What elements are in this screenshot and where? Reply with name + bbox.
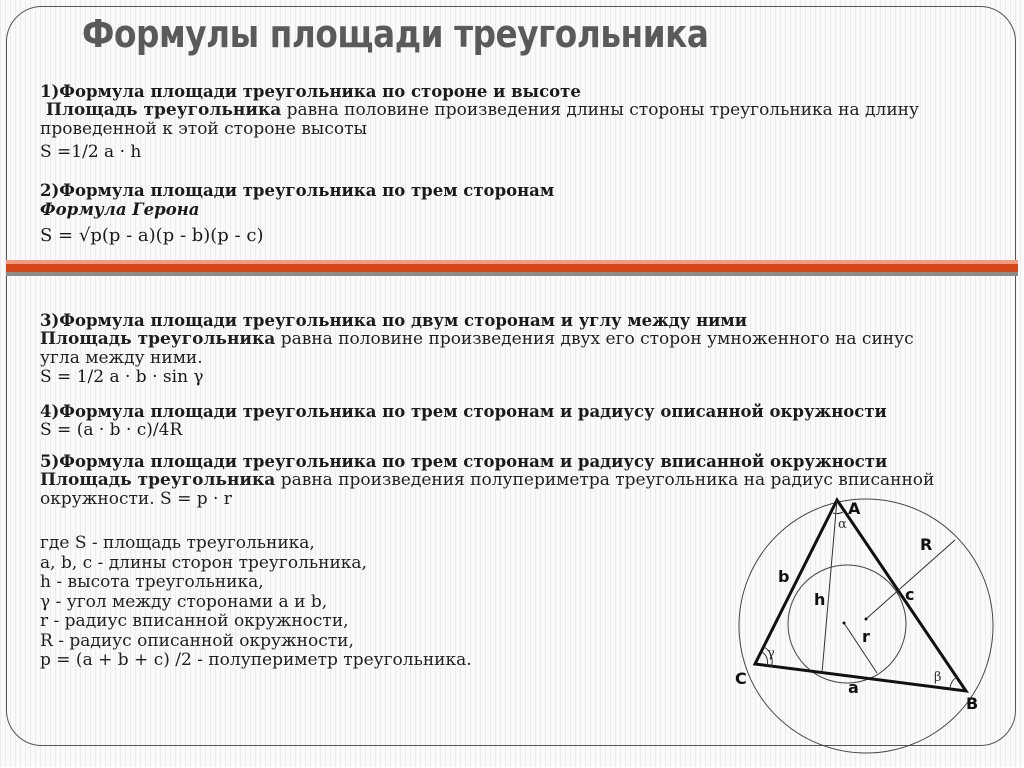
angle-alpha-arc: [833, 512, 843, 514]
angle-beta-label: β: [934, 670, 942, 685]
section-2: [40, 181, 554, 245]
section-3-line-2: угла между ними.: [40, 348, 203, 368]
side-label-c: c: [905, 585, 915, 604]
height-label: h: [814, 590, 826, 609]
section-5-lead: Площадь треугольника: [40, 470, 276, 490]
section-3-lead: Площадь треугольника: [40, 329, 276, 349]
slide-title: Формулы площади треугольника: [82, 12, 709, 56]
divider-band-main: [6, 264, 1018, 272]
incenter-dot: [843, 622, 846, 625]
circumcenter-dot: [865, 618, 868, 621]
section-2-heading: 2)Формула площади треугольника по трем сторонам: [40, 181, 555, 200]
section-3: [40, 311, 914, 387]
side-label-b: b: [778, 567, 790, 586]
legend-item-p: p = (a + b + c) /2 - полупериметр треугольника.: [40, 650, 472, 670]
side-label-a: a: [848, 678, 859, 697]
section-5-line-2: окружности. S = p · r: [40, 489, 232, 509]
legend-item-r: r - радиус вписанной окружности,: [40, 611, 349, 631]
section-4-formula: S = (a · b · c)/4R: [40, 420, 183, 440]
triangle-diagram: [730, 488, 1010, 768]
legend-item-gamma: γ - угол между сторонами a и b,: [40, 591, 328, 612]
section-5-heading: 5)Формула площади треугольника по трем сторонам и радиусу вписанной окружности: [40, 452, 888, 471]
circumscribed-circle: [739, 499, 993, 753]
vertex-label-c: C: [735, 669, 747, 688]
divider-band: [6, 260, 1018, 278]
inradius-line: [844, 623, 877, 673]
section-4: [40, 402, 887, 440]
vertex-label-b: B: [966, 694, 979, 713]
inradius-label: r: [862, 627, 870, 646]
divider-band-bottom: [6, 272, 1018, 276]
section-1-formula: S =1/2 a · h: [40, 142, 142, 162]
variables-legend: [40, 534, 472, 671]
section-3-text: [40, 330, 914, 349]
section-1-text: [40, 101, 919, 120]
section-2-subheading: Формула Герона: [40, 200, 200, 219]
legend-item-h: h - высота треугольника,: [40, 572, 264, 592]
legend-item-big-r: R - радиус описанной окружности,: [40, 630, 354, 651]
section-4-heading: 4)Формула площади треугольника по трем сторонам и радиусу описанной окружности: [40, 402, 887, 421]
section-3-formula: S = 1/2 a · b · sin γ: [40, 367, 204, 387]
angle-alpha-label: α: [838, 517, 847, 532]
section-1-heading: 1)Формула площади треугольника по стороне и высоте: [40, 82, 581, 101]
section-1-line-2: проведенной к этой стороне высоты: [40, 119, 368, 139]
angle-beta-arc: [950, 677, 957, 689]
angle-gamma-label: γ: [767, 646, 775, 661]
circumradius-label: R: [920, 535, 933, 554]
section-5-line-1: равна произведения полупериметра треугольника на радиус вписанной: [275, 470, 935, 490]
section-1-line-1: равна половине произведения длины стороны треугольника на длину: [281, 100, 919, 120]
section-1: [40, 82, 919, 162]
legend-item-s: где S - площадь треугольника,: [40, 533, 315, 553]
section-3-heading: 3)Формула площади треугольника по двум сторонам и углу между ними: [40, 311, 747, 330]
triangle: [755, 500, 966, 691]
section-3-line-1: равна половине произведения двух его сторон умноженного на синус: [275, 329, 914, 349]
legend-item-sides: a, b, c - длины сторон треугольника,: [40, 552, 367, 573]
section-2-formula: S = √p(p - a)(p - b)(p - c): [40, 225, 264, 246]
inscribed-circle: [788, 565, 906, 683]
section-1-lead: Площадь треугольника: [45, 100, 282, 120]
vertex-label-a: A: [848, 499, 861, 518]
